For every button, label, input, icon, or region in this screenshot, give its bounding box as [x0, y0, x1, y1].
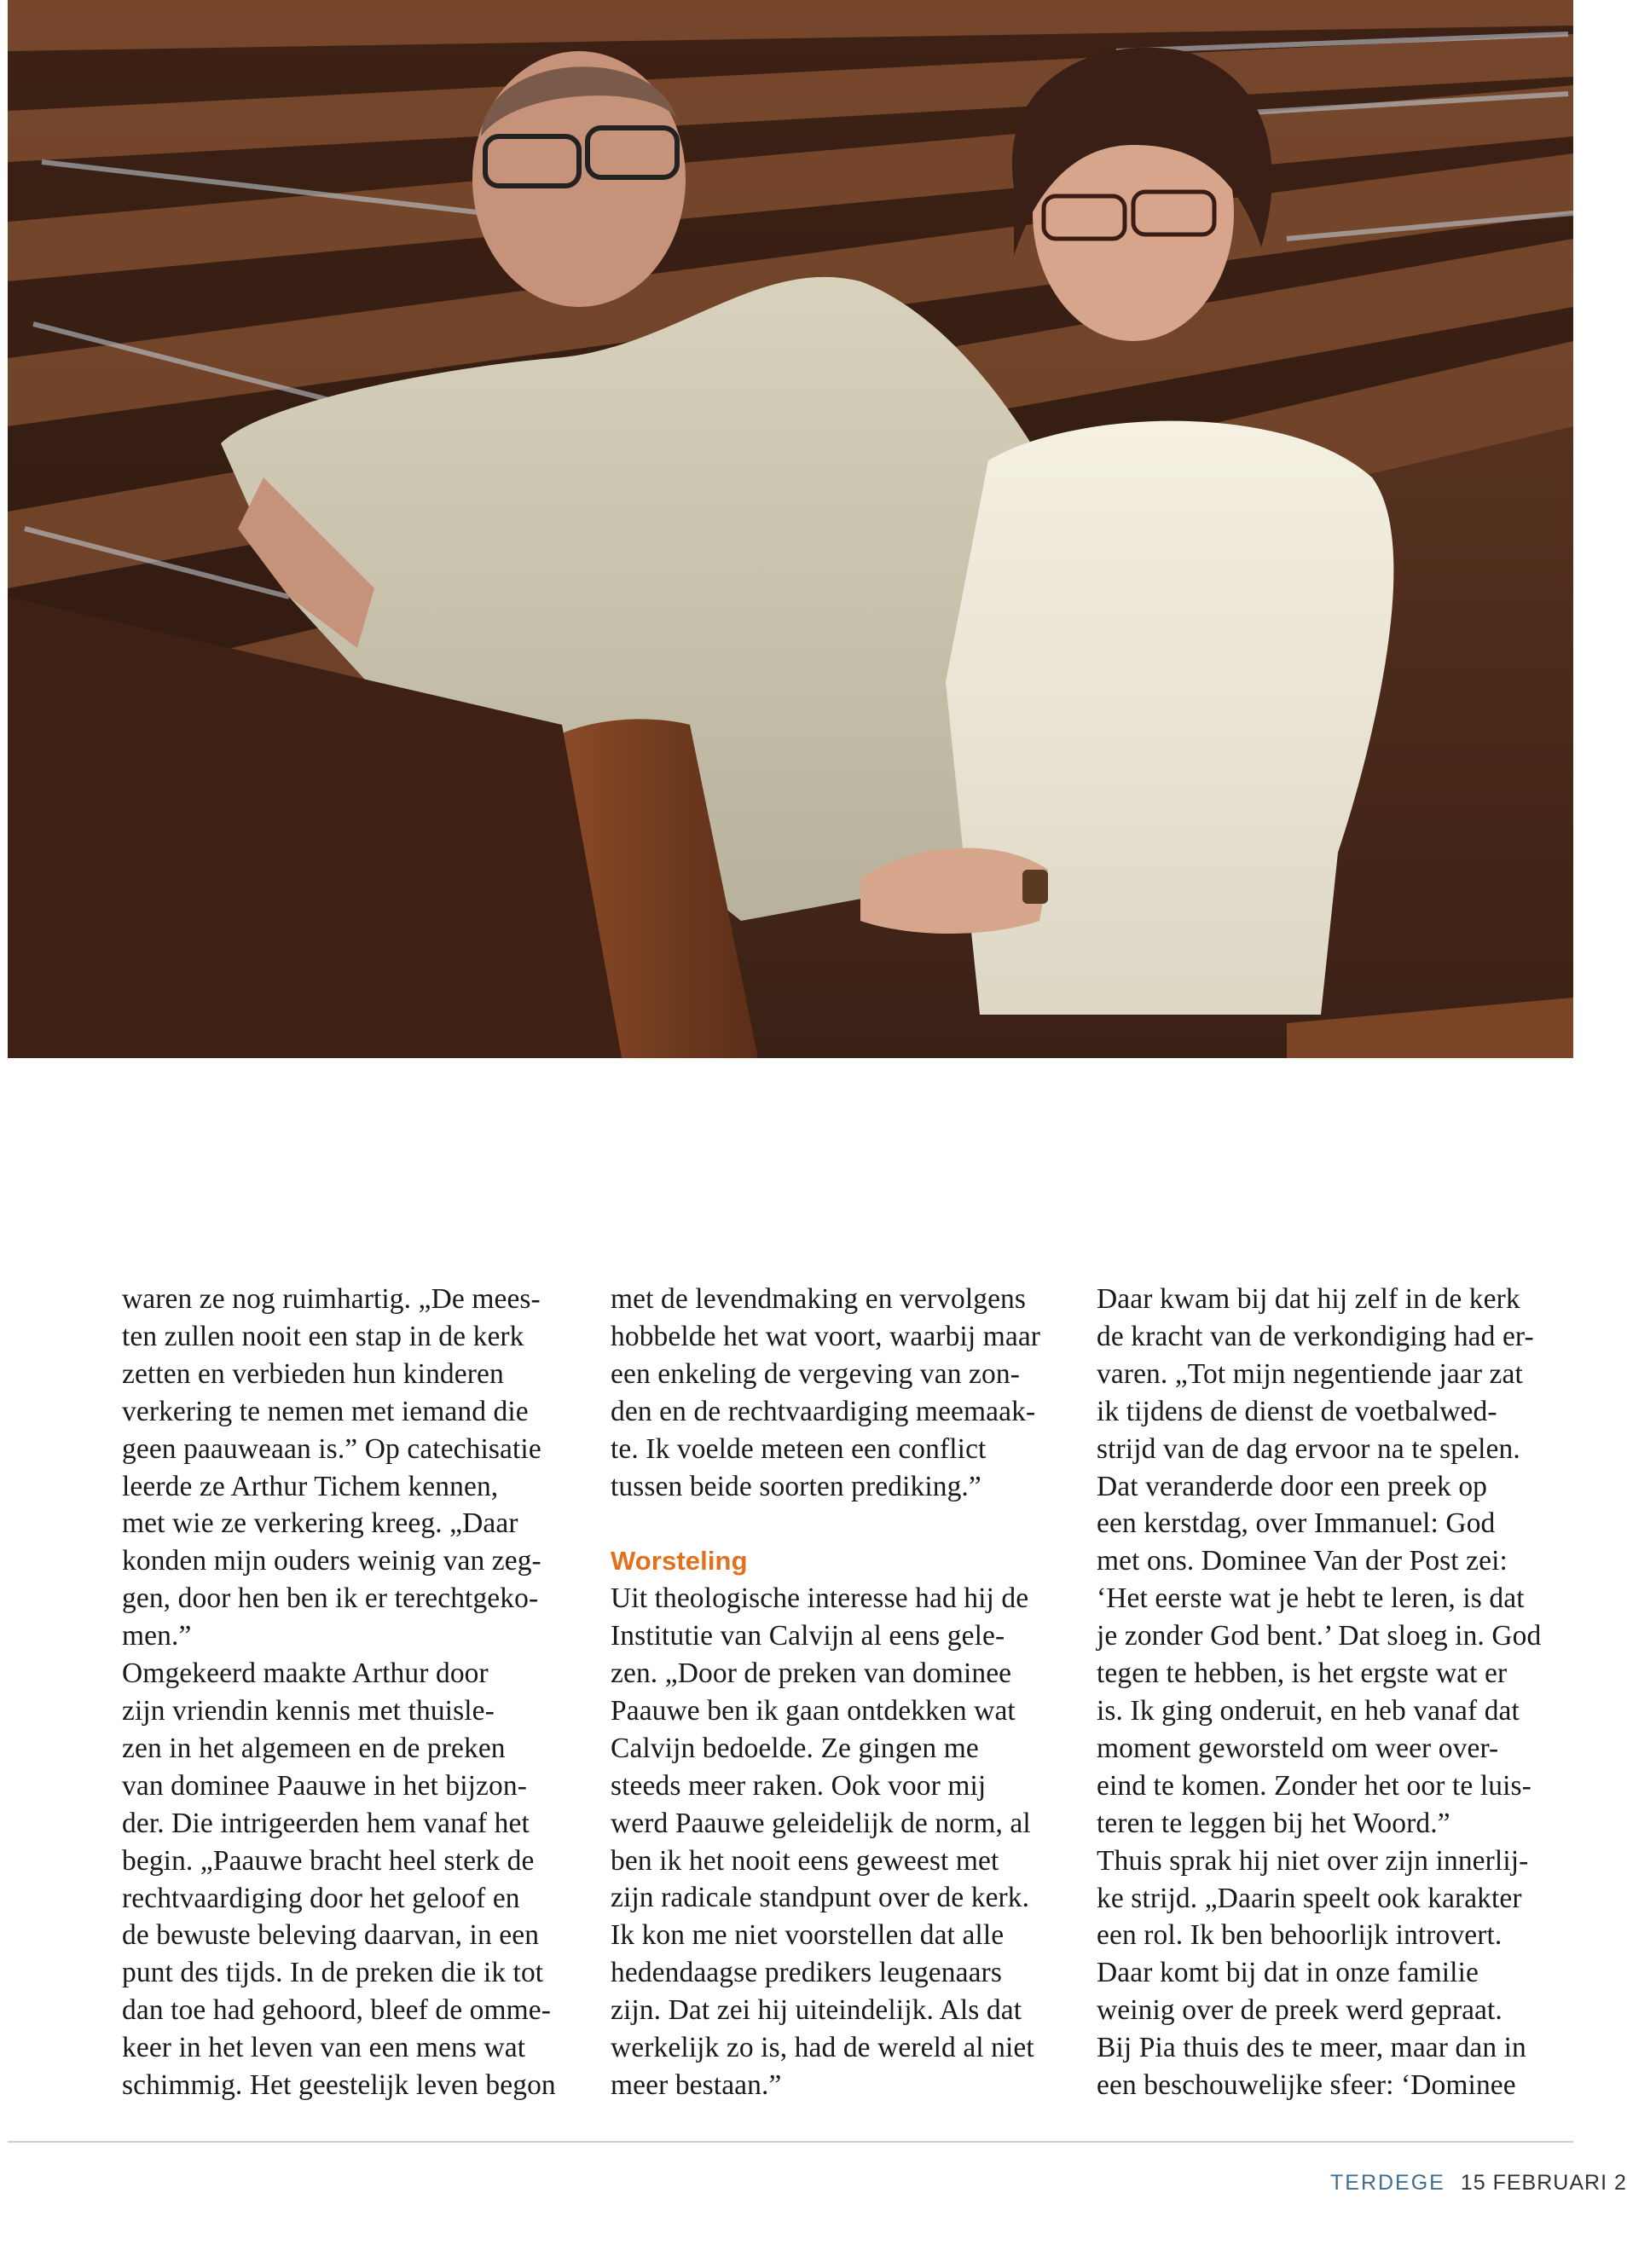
text-line: je zonder God bent.’ Dat sloeg in. God — [1097, 1620, 1542, 1652]
text-line: Ik kon me niet voorstellen dat alle — [611, 1919, 1005, 1952]
text-line: te. Ik voelde meteen een conflict — [611, 1432, 987, 1465]
text-line: de bewuste beleving daarvan, in een — [122, 1919, 540, 1952]
text-line: geen paauweaan is.” Op catechisatie — [122, 1432, 541, 1465]
text-line: moment geworsteld om weer over- — [1097, 1732, 1499, 1764]
text-line: den en de rechtvaardiging meemaak- — [611, 1395, 1036, 1427]
text-line: Paauwe ben ik gaan ontdekken wat — [611, 1694, 1016, 1727]
text-line: zen in het algemeen en de preken — [122, 1732, 506, 1764]
text-line: zetten en verbieden hun kinderen — [122, 1357, 504, 1390]
text-line: is. Ik ging onderuit, en heb vanaf dat — [1097, 1694, 1520, 1727]
text-line: ik tijdens de dienst de voetbalwed- — [1097, 1395, 1497, 1427]
text-line: de kracht van de verkondiging had er- — [1097, 1320, 1534, 1352]
text-line: Thuis sprak hij niet over zijn innerlij- — [1097, 1844, 1529, 1877]
issue-date: 15 FEBRUARI 2 — [1460, 2171, 1627, 2195]
text-line: werd Paauwe geleidelijk de norm, al — [611, 1807, 1031, 1839]
text-line: ‘Het eerste wat je hebt te leren, is dat — [1097, 1582, 1525, 1615]
text-line: waren ze nog ruimhartig. „De mees- — [122, 1283, 541, 1315]
magazine-name: TERDEGE — [1330, 2171, 1445, 2195]
text-line: een beschouwelijke sfeer: ‘Dominee — [1097, 2069, 1516, 2102]
text-line: Institutie van Calvijn al eens gele- — [611, 1620, 1005, 1652]
page-footer — [1330, 2171, 1627, 2196]
text-line: schimmig. Het geestelijk leven begon — [122, 2069, 556, 2102]
text-line: verkering te nemen met iemand die — [122, 1395, 529, 1427]
text-line: een rol. Ik ben behoorlijk introvert. — [1097, 1919, 1503, 1952]
text-line: begin. „Paauwe bracht heel sterk de — [122, 1844, 535, 1877]
text-line: Daar kwam bij dat hij zelf in de kerk — [1097, 1283, 1520, 1315]
text-line: Calvijn bedoelde. Ze gingen me — [611, 1732, 979, 1764]
text-line: met wie ze verkering kreeg. „Daar — [122, 1507, 518, 1540]
text-line: zijn vriendin kennis met thuisle- — [122, 1694, 495, 1727]
text-line: Daar komt bij dat in onze familie — [1097, 1957, 1479, 1989]
text-line: hedendaagse predikers leugenaars — [611, 1957, 1002, 1989]
text-line: Uit theologische interesse had hij de — [611, 1582, 1029, 1615]
text-line: weinig over de preek werd gepraat. — [1097, 1994, 1503, 2027]
text-line: een kerstdag, over Immanuel: God — [1097, 1507, 1496, 1540]
article-column-3 — [1097, 1281, 1540, 2104]
text-line: rechtvaardiging door het geloof en — [122, 1882, 520, 1914]
text-line: Omgekeerd maakte Arthur door — [122, 1658, 489, 1690]
text-line: ke strijd. „Daarin speelt ook karakter — [1097, 1882, 1522, 1914]
text-line: teren te leggen bij het Woord.” — [1097, 1807, 1450, 1839]
text-line: zen. „Door de preken van dominee — [611, 1658, 1012, 1690]
text-line: Bij Pia thuis des te meer, maar dan in — [1097, 2032, 1526, 2064]
text-line: steeds meer raken. Ook voor mij — [611, 1769, 987, 1802]
text-line: zijn. Dat zei hij uiteindelijk. Als dat — [611, 1994, 1022, 2027]
text-line: zijn radicale standpunt over de kerk. — [611, 1882, 1030, 1914]
article-column-1 — [122, 1281, 565, 2104]
text-line: met de levendmaking en vervolgens — [611, 1283, 1027, 1315]
section-subheading: Worsteling — [611, 1546, 748, 1577]
article-column-2 — [611, 1281, 1054, 2104]
text-line: men.” — [122, 1620, 192, 1652]
text-line: konden mijn ouders weinig van zeg- — [122, 1545, 541, 1577]
text-line: Dat veranderde door een preek op — [1097, 1470, 1488, 1502]
article-photo — [8, 0, 1573, 1058]
text-line: ten zullen nooit een stap in de kerk — [122, 1320, 524, 1352]
text-line: varen. „Tot mijn negentiende jaar zat — [1097, 1357, 1523, 1390]
text-line: een enkeling de vergeving van zon- — [611, 1357, 1020, 1390]
text-line: hobbelde het wat voort, waarbij maar — [611, 1320, 1041, 1352]
text-line: meer bestaan.” — [611, 2069, 782, 2102]
text-line: ben ik het nooit eens geweest met — [611, 1844, 999, 1877]
text-line: gen, door hen ben ik er terechtgeko- — [122, 1582, 539, 1615]
text-line: dan toe had gehoord, bleef de omme- — [122, 1994, 552, 2027]
text-line: strijd van de dag ervoor na te spelen. — [1097, 1432, 1520, 1465]
text-line: van dominee Paauwe in het bijzon- — [122, 1769, 527, 1802]
text-line: met ons. Dominee Van der Post zei: — [1097, 1545, 1508, 1577]
text-line: der. Die intrigeerden hem vanaf het — [122, 1807, 530, 1839]
text-line: tussen beide soorten prediking.” — [611, 1470, 981, 1502]
text-line: werkelijk zo is, had de wereld al niet — [611, 2032, 1034, 2064]
text-line: punt des tijds. In de preken die ik tot — [122, 1957, 544, 1989]
text-line: tegen te hebben, is het ergste wat er — [1097, 1658, 1508, 1690]
text-line: eind te komen. Zonder het oor te luis- — [1097, 1769, 1531, 1802]
text-line: keer in het leven van een mens wat — [122, 2032, 526, 2064]
text-line: leerde ze Arthur Tichem kennen, — [122, 1470, 499, 1502]
footer-divider — [8, 2141, 1573, 2143]
